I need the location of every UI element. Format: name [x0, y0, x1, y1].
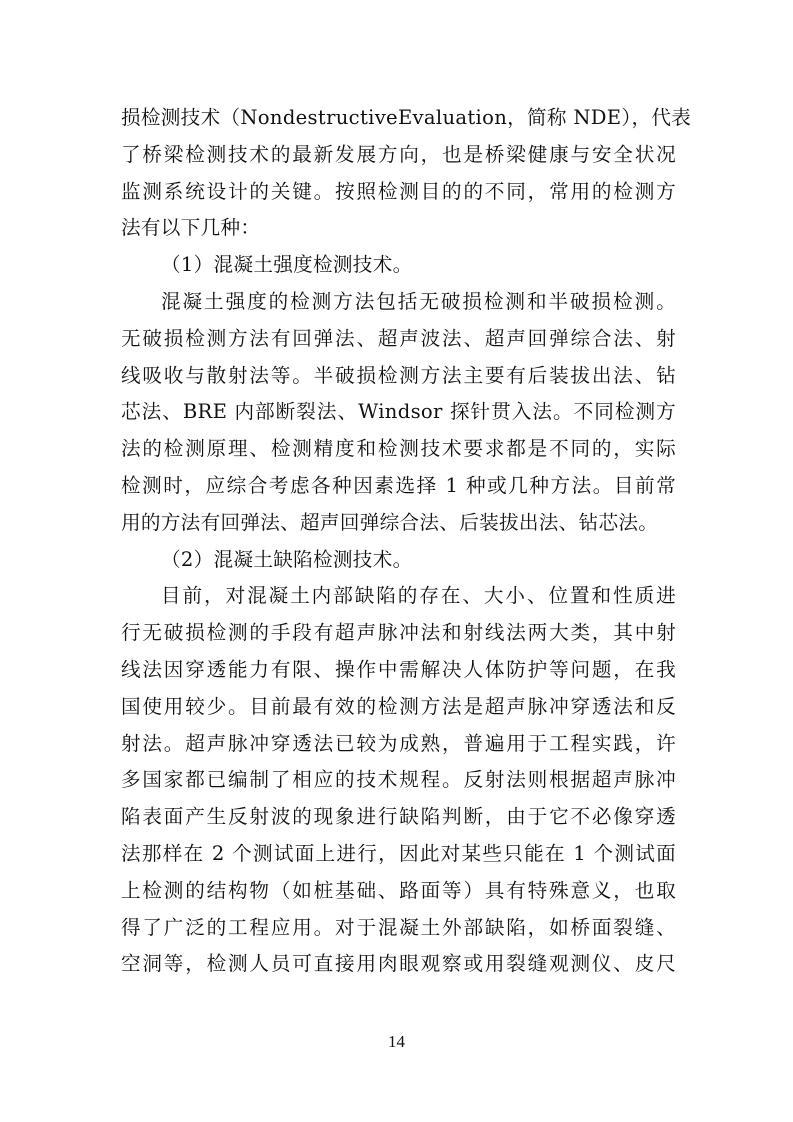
- section-heading: （1）混凝土强度检测技术。: [161, 253, 413, 277]
- text-line: 射法。超声脉冲穿透法已较为成熟，普遍用于工程实践，许: [121, 731, 676, 755]
- text-line: 国使用较少。目前最有效的检测方法是超声脉冲穿透法和反: [121, 694, 676, 718]
- text-line: 得了广泛的工程应用。对于混凝土外部缺陷，如桥面裂缝、: [121, 915, 676, 939]
- text-line: 芯法、BRE 内部断裂法、Windsor 探针贯入法。不同检测方: [121, 400, 676, 424]
- text-line: 目前，对混凝土内部缺陷的存在、大小、位置和性质进: [161, 584, 676, 608]
- text-line: 用的方法有回弹法、超声回弹综合法、后装拔出法、钻芯法。: [121, 510, 659, 534]
- text-line: 法有以下几种：: [121, 216, 261, 240]
- text-line: 损检测技术（NondestructiveEvaluation，简称 NDE），代表: [121, 106, 692, 129]
- text-line: 多国家都已编制了相应的技术规程。反射法则根据超声脉冲: [121, 768, 676, 792]
- text-line: 监测系统设计的关键。按照检测目的的不同，常用的检测方: [121, 179, 676, 203]
- text-line: 线法因穿透能力有限、操作中需解决人体防护等问题，在我: [121, 657, 676, 681]
- text-line: 了桥梁检测技术的最新发展方向，也是桥梁健康与安全状况: [121, 142, 676, 166]
- text-line: 行无破损检测的手段有超声脉冲法和射线法两大类，其中射: [121, 621, 676, 645]
- text-line: 陷表面产生反射波的现象进行缺陷判断，由于它不必像穿透: [121, 805, 676, 829]
- text-line: 法那样在 2 个测试面上进行，因此对某些只能在 1 个测试面: [121, 841, 676, 865]
- text-line: 线吸收与散射法等。半破损检测方法主要有后装拔出法、钻: [121, 363, 676, 387]
- text-line: 法的检测原理、检测精度和检测技术要求都是不同的，实际: [121, 437, 676, 461]
- body-text: [121, 100, 692, 983]
- text-line: 无破损检测方法有回弹法、超声波法、超声回弹综合法、射: [121, 326, 676, 350]
- page-number: 14: [388, 1032, 405, 1051]
- section-heading: （2）混凝土缺陷检测技术。: [161, 547, 413, 571]
- text-line: 混凝土强度的检测方法包括无破损检测和半破损检测。: [161, 289, 676, 313]
- text-line: 检测时，应综合考虑各种因素选择 1 种或几种方法。目前常: [121, 473, 676, 497]
- text-line: 上检测的结构物（如桩基础、路面等）具有特殊意义，也取: [121, 878, 676, 902]
- text-line: 空洞等，检测人员可直接用肉眼观察或用裂缝观测仪、皮尺: [121, 952, 676, 976]
